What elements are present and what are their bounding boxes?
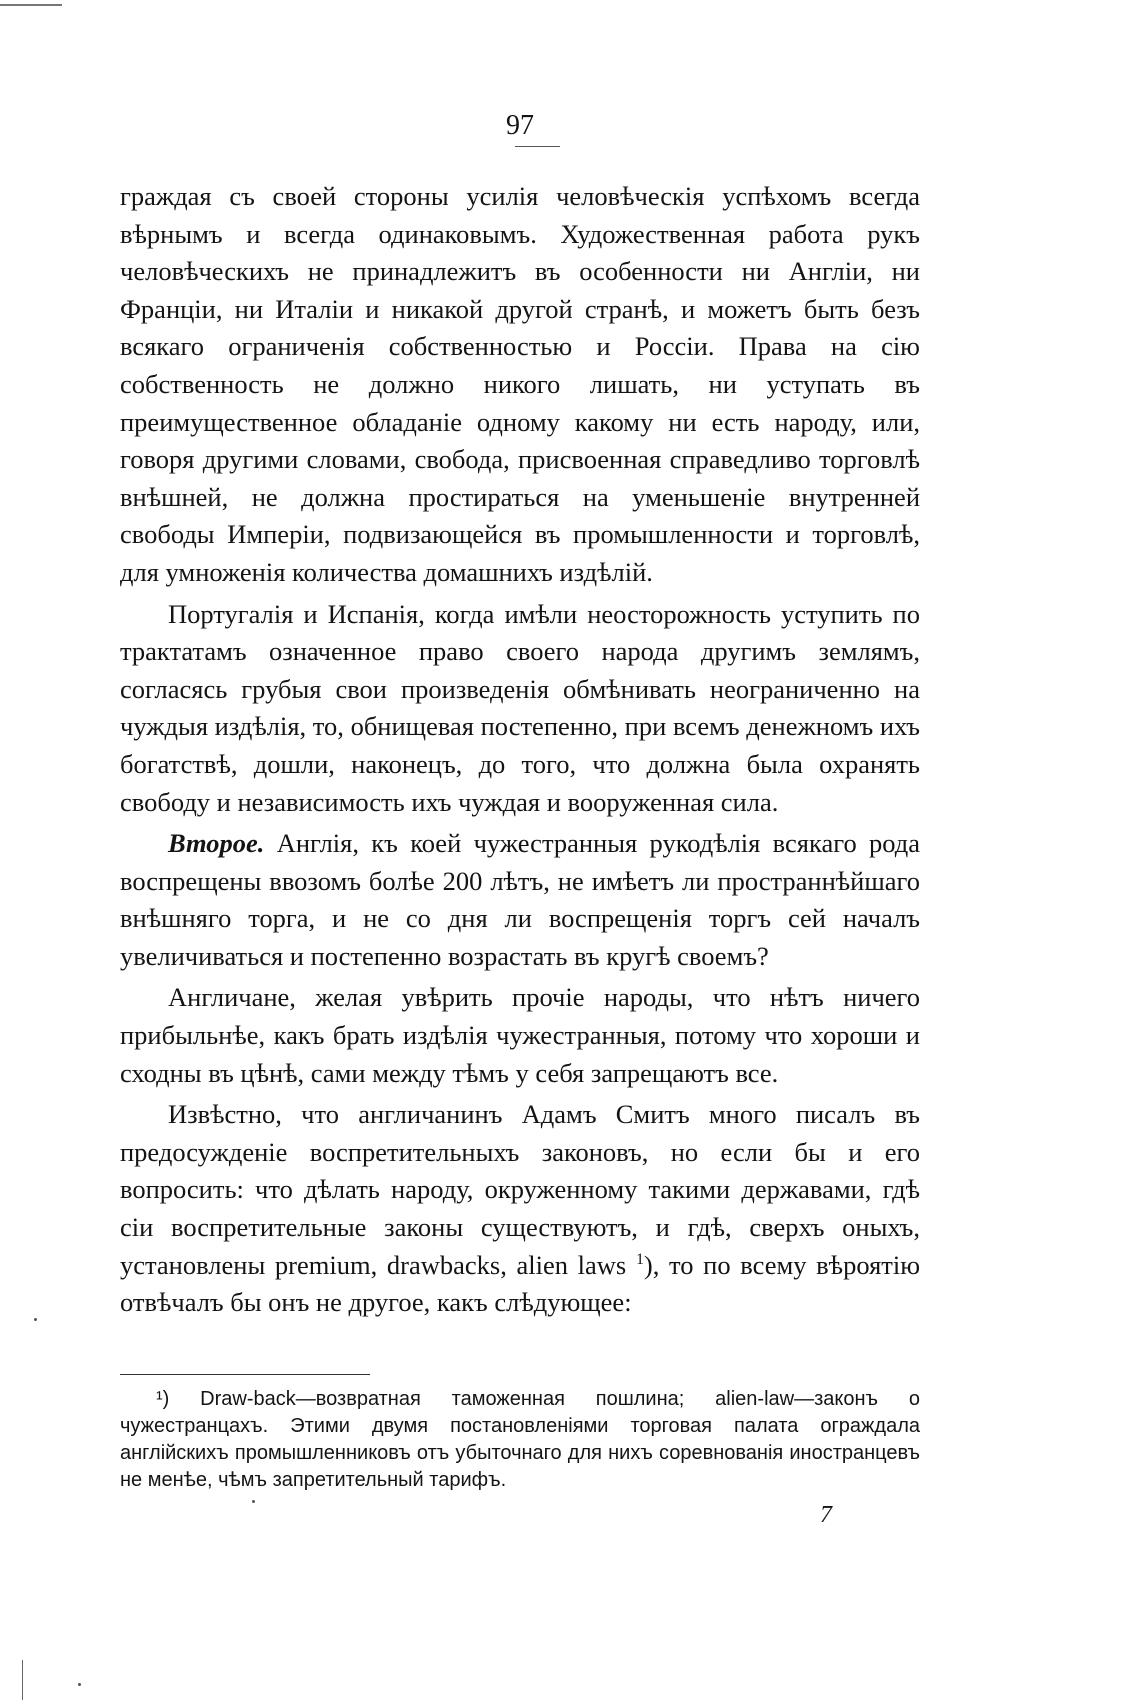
paragraph-1-text: граждая съ своей стороны усилія человѣческія успѣхомъ всегда вѣрнымъ и всегда одинаковымъ. Художественная работа рукъ человѣческихъ не принадлежитъ въ особенности ни Англіи, ни Франціи, ни Италіи и никакой другой странѣ, и можетъ быть безъ всякаго ограниченія собственностью и Россіи. Права на сію собственность не должно никого лишать, ни уступать въ преимущественное обладаніе одному какому ни есть народу, или, говоря другими словами, свобода, присвоенная справедливо торговлѣ внѣшней, не должна простираться на уменьшеніе внутренней свободы Имперіи, подвизающейся въ промышленности и торговлѣ, для умноженія количества домашнихъ издѣлій. [120,181,920,587]
paragraph-3-lead: Второе. [168,828,265,859]
page-number: 97 [506,110,534,141]
paragraph-4 [120,979,920,1092]
paragraph-4-text: Англичане, желая увѣрить прочіе народы, что нѣтъ ничего прибыльнѣе, какъ брать издѣлія чужестранныя, потому что хороши и сходны въ цѣнѣ, сами между тѣмъ у себя запрещаютъ все. [120,982,920,1088]
footnote-paragraph [120,1386,920,1494]
footnote [120,1386,920,1494]
print-speck [252,1500,255,1503]
footnote-separator [120,1374,370,1375]
paragraph-1 [120,178,920,592]
paragraph-5-text-before: Извѣстно, что англичанинъ Адамъ Смитъ много писалъ въ предосужденіе воспретительныхъ законовъ, но если бы и его вопросить: что дѣлать народу, окруженному такими державами, гдѣ сіи воспретительные законы существуютъ, и гдѣ, сверхъ оныхъ, установлены premium, drawbacks, alien laws [120,1099,920,1280]
paragraph-3 [120,825,920,975]
paragraph-3-text: Англія, къ коей чужестранныя рукодѣлія всякаго рода воспрещены ввозомъ болѣе 200 лѣтъ, не имѣетъ ли пространнѣйшаго внѣшняго торга, и не со дня ли воспрещенія торгъ сей началъ увеличиваться и постепенно возрастать въ кругѣ своемъ? [120,828,920,971]
corner-scan-rule [0,4,62,6]
paragraph-2-text: Португалія и Испанія, когда имѣли неосторожность уступить по трактатамъ означенное право своего народа другимъ землямъ, согласясь грубыя свои произведенія обмѣнивать неограниченно на чуждыя издѣлія, то, обнищевая постепенно, при всемъ денежномъ ихъ богатствѣ, дошли, наконецъ, до того, что должна была охранять свободу и независимость ихъ чуждая и вооруженная сила. [120,598,920,817]
page-number-underline [515,146,560,147]
main-text [120,178,920,1322]
margin-mark [22,1660,23,1700]
signature-mark: 7 [820,1502,832,1528]
print-speck [78,1683,81,1686]
footnote-marker: ¹) [156,1388,170,1410]
footnote-reference: 1 [635,1250,644,1268]
footnote-text: Draw-back—возвратная таможенная пошлина; alien-law—законъ о чужестранцахъ. Этими двумя постановленіями торговая палата ограждала англійскихъ промышленниковъ отъ убыточнаго для нихъ соревнованія иностранцевъ не менѣе, чѣмъ запретительный тарифъ. [120,1388,920,1491]
paragraph-2 [120,596,920,822]
print-speck [34,1318,37,1321]
paragraph-5 [120,1096,920,1322]
paragraph-5-text-after: ), то по всему вѣроятію отвѣчалъ бы онъ не другое, какъ слѣдующее: [120,1249,920,1318]
